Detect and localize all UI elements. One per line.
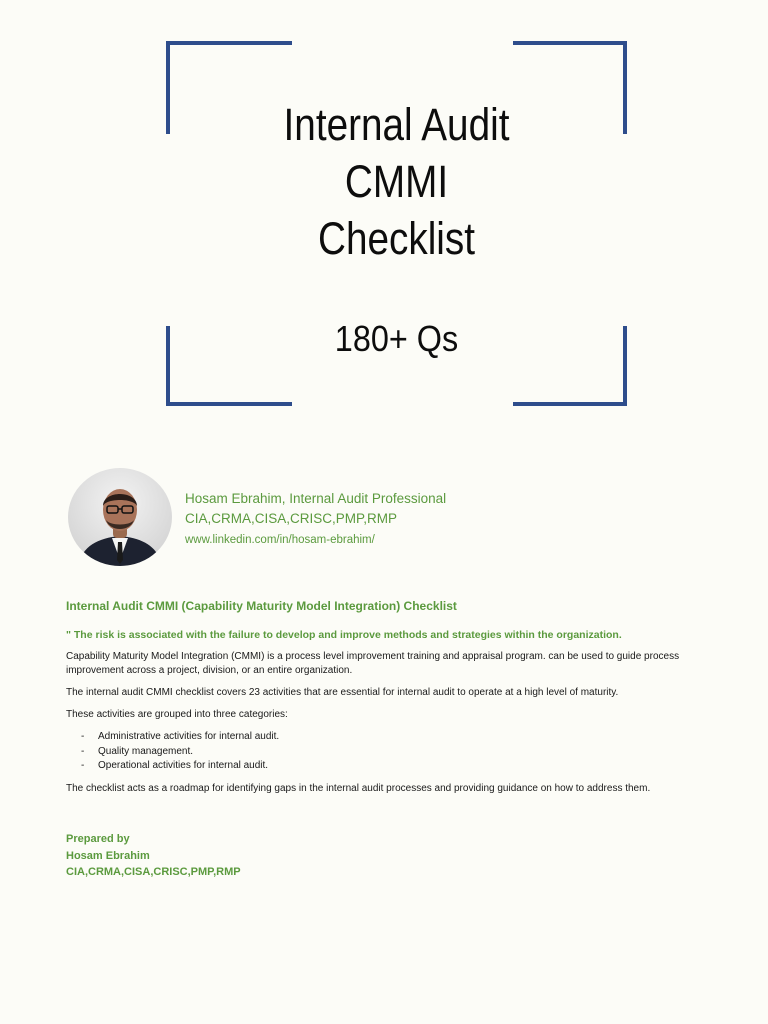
categories-list	[66, 730, 706, 774]
risk-quote: " The risk is associated with the failure to develop and improve methods and strategies within the organization.	[66, 629, 622, 641]
prepared-by-block	[66, 831, 241, 881]
bullet-dash: -	[81, 760, 85, 771]
cover-title-line-3: Checklist	[317, 213, 476, 264]
author-linkedin-link[interactable]: www.linkedin.com/in/hosam-ebrahim/	[185, 534, 375, 546]
prepared-by-name: Hosam Ebrahim	[66, 849, 150, 862]
document-body	[66, 598, 706, 804]
paragraph-categories-intro: These activities are grouped into three categories:	[66, 709, 288, 720]
list-item: - Operational activities for internal audit.	[66, 759, 706, 774]
cover-title-line-1: Internal Audit	[283, 99, 510, 150]
bullet-dash: -	[81, 731, 85, 742]
bullet-dash: -	[81, 745, 85, 757]
author-certifications: CIA,CRMA,CISA,CRISC,PMP,RMP	[185, 511, 398, 526]
cover-title	[166, 96, 627, 267]
cover-subtitle: 180+ Qs	[334, 318, 459, 359]
author-avatar	[68, 468, 172, 566]
paragraph-cmmi-definition: Capability Maturity Model Integration (CMMI) is a process level improvement training and appraisal program. can be used to guide process improvement across a project, division, or an entire organization.	[66, 651, 680, 676]
paragraph-roadmap: The checklist acts as a roadmap for identifying gaps in the internal audit processes and providing guidance on how to address them.	[66, 782, 651, 794]
author-info	[185, 489, 446, 550]
paragraph-checklist-scope: The internal audit CMMI checklist covers 23 activities that are essential for internal audit to operate at a high level of maturity.	[66, 687, 619, 698]
author-name: Hosam Ebrahim, Internal Audit Professional	[185, 491, 447, 506]
prepared-by-label: Prepared by	[66, 833, 130, 845]
prepared-by-certifications: CIA,CRMA,CISA,CRISC,PMP,RMP	[66, 866, 241, 878]
list-item: - Quality management.	[66, 745, 706, 760]
list-item: - Administrative activities for internal audit.	[66, 730, 706, 745]
cover-title-line-2: CMMI	[344, 156, 449, 207]
section-heading: Internal Audit CMMI (Capability Maturity Model Integration) Checklist	[66, 599, 457, 613]
